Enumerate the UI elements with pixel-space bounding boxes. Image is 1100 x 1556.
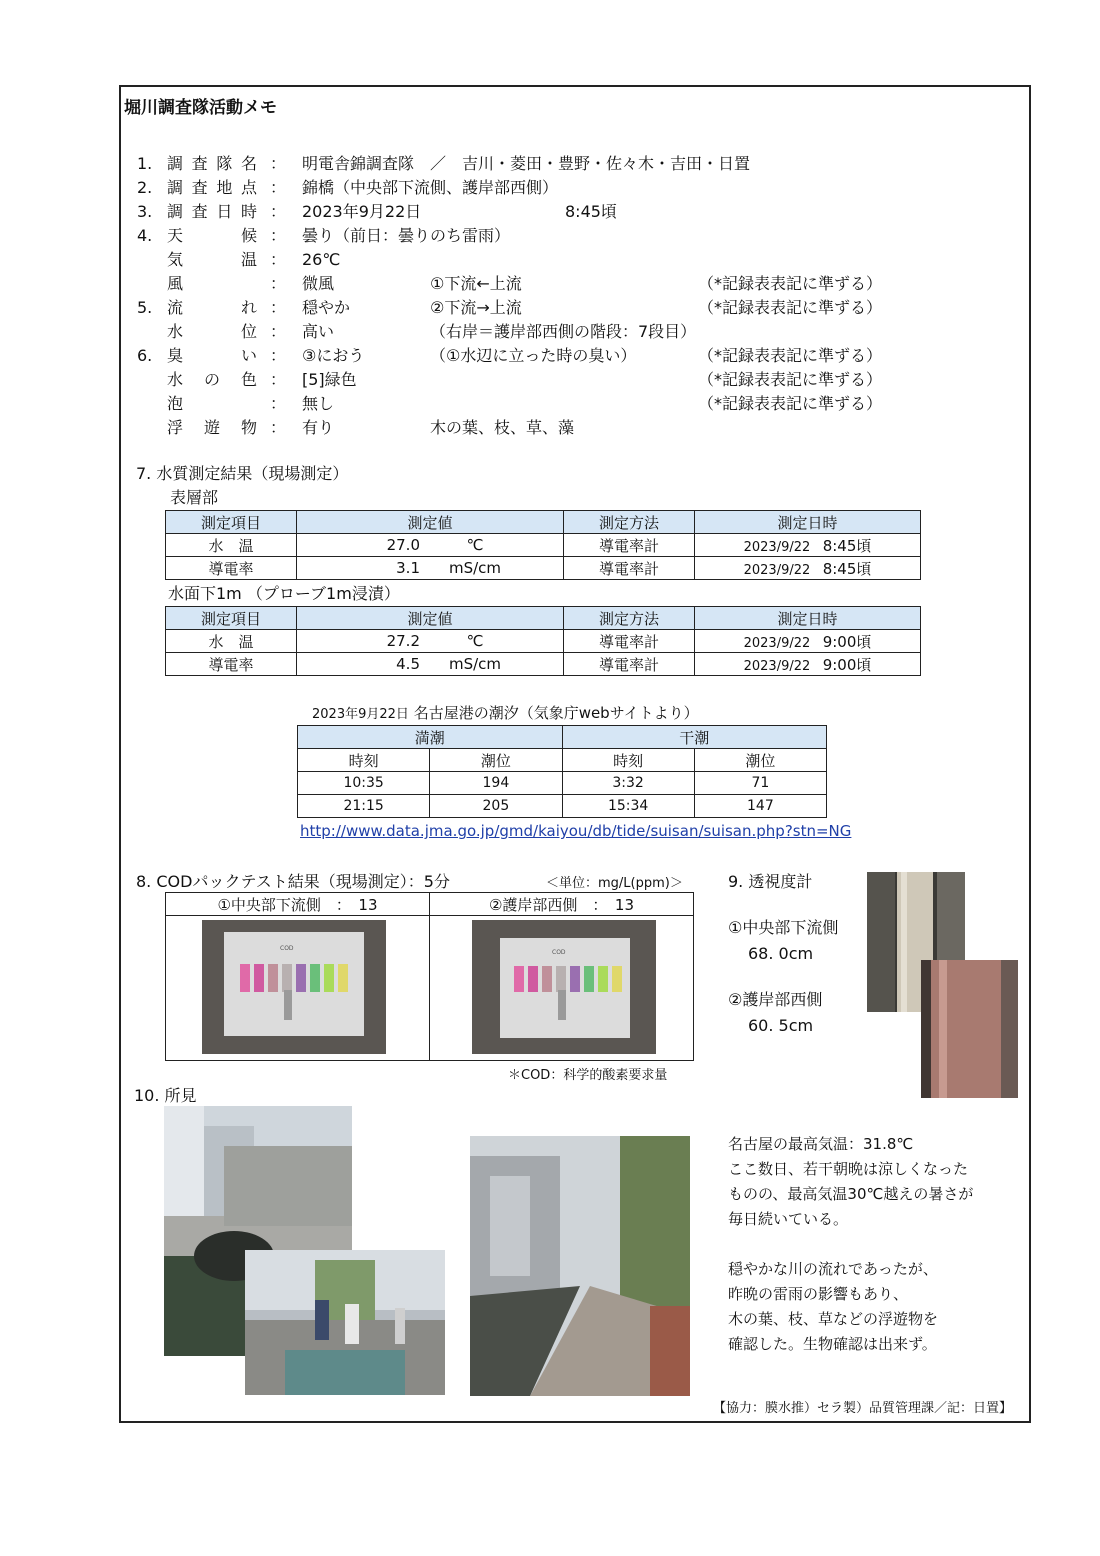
section10-heading: 10. 所見 bbox=[134, 1086, 197, 1105]
item-extra: （右岸＝護岸部西側の階段：7段目） bbox=[430, 322, 697, 341]
transparency-p1-label: ①中央部下流側 bbox=[728, 918, 839, 937]
item-colon: ： bbox=[270, 154, 287, 173]
value-unit: mS/cm bbox=[448, 559, 502, 577]
transparency-photo-2 bbox=[921, 960, 1018, 1098]
item-num: 3. bbox=[137, 202, 153, 221]
item-colon: ： bbox=[270, 346, 287, 365]
th-low-tide: 干潮 bbox=[562, 726, 827, 749]
table-row bbox=[166, 534, 921, 557]
cell-value bbox=[297, 653, 564, 676]
item-value: [5]緑色 bbox=[302, 370, 357, 389]
table-row bbox=[298, 795, 827, 818]
date-text: 2023/9/22 bbox=[743, 658, 811, 674]
item-colon: ： bbox=[270, 370, 287, 389]
item-num: 2. bbox=[137, 178, 153, 197]
item-colon: ： bbox=[270, 322, 287, 341]
cell-method: 導電率計 bbox=[564, 630, 695, 653]
cod-photo-2 bbox=[472, 920, 656, 1054]
item-num: 6. bbox=[137, 346, 153, 365]
depth-label: 水面下1m （プローブ1m浸漬） bbox=[168, 584, 400, 603]
th-item: 測定項目 bbox=[166, 511, 297, 534]
cod-card-label: COD bbox=[552, 949, 566, 956]
item-label: 水 位 bbox=[167, 322, 257, 341]
cell: 194 bbox=[430, 772, 562, 795]
item-value: 高い bbox=[302, 322, 335, 341]
cod-col2-label: ②護岸部西側 ： 13 bbox=[488, 896, 635, 914]
item-label: 泡 bbox=[167, 394, 184, 413]
section8-heading: 8. CODパックテスト結果（現場測定）：5分 bbox=[136, 872, 450, 891]
cell: 147 bbox=[694, 795, 826, 818]
th-date: 測定日時 bbox=[695, 607, 921, 630]
cell-item: 水 温 bbox=[166, 630, 297, 653]
cell: 3:32 bbox=[562, 772, 694, 795]
credit-line: 【協力：膜水推）セラ製）品質管理課／記：日置】 bbox=[713, 1401, 1013, 1416]
th-item: 測定項目 bbox=[166, 607, 297, 630]
transparency-p2-label: ②護岸部西側 bbox=[728, 990, 823, 1009]
item-label: 調査隊名 bbox=[167, 154, 257, 173]
item-extra: 木の葉、枝、草、藻 bbox=[430, 418, 575, 437]
section7-heading: 7. 水質測定結果（現場測定） bbox=[136, 464, 349, 483]
value-number: 27.0 bbox=[386, 536, 420, 554]
item-label: 気 温 bbox=[167, 250, 257, 269]
cell-value bbox=[297, 557, 564, 580]
th-level: 潮位 bbox=[430, 749, 562, 772]
item-label: 浮 遊 物 bbox=[167, 418, 257, 437]
time-text: 9:00頃 bbox=[822, 632, 872, 651]
th-method: 測定方法 bbox=[564, 607, 695, 630]
date-text: 2023/9/22 bbox=[743, 539, 811, 555]
cell-method: 導電率計 bbox=[564, 534, 695, 557]
item-value: 2023年9月22日 bbox=[302, 202, 422, 221]
section9-heading: 9. 透視度計 bbox=[728, 872, 813, 891]
th-date: 測定日時 bbox=[695, 511, 921, 534]
item-num: 5. bbox=[137, 298, 153, 317]
item-colon: ： bbox=[270, 418, 287, 437]
item-note: （*記録表表記に準ずる） bbox=[698, 346, 883, 365]
findings-line: 木の葉、枝、草などの浮遊物を bbox=[728, 1310, 939, 1328]
jma-tide-link[interactable]: http://www.data.jma.go.jp/gmd/kaiyou/db/tide/suisan/suisan.php?stn=NG bbox=[300, 822, 852, 840]
table-row bbox=[298, 772, 827, 795]
surface-table bbox=[165, 510, 921, 580]
riverside-path-photo bbox=[470, 1136, 690, 1396]
findings-line: ここ数日、若干朝晩は涼しくなった bbox=[728, 1160, 969, 1178]
th-time: 時刻 bbox=[562, 749, 694, 772]
th-method: 測定方法 bbox=[564, 511, 695, 534]
th-level: 潮位 bbox=[694, 749, 826, 772]
item-label: 調査日時 bbox=[167, 202, 257, 221]
cod-photo-1 bbox=[202, 920, 386, 1054]
item-extra: 8:45頃 bbox=[565, 202, 617, 221]
cell-date bbox=[695, 630, 921, 653]
cell-date bbox=[695, 557, 921, 580]
tide-title: 名古屋港の潮汐（気象庁webサイトより） bbox=[413, 704, 699, 722]
cell-item: 導電率 bbox=[166, 557, 297, 580]
item-colon: ： bbox=[270, 202, 287, 221]
item-extra: ②下流→上流 bbox=[430, 298, 522, 317]
date-text: 2023/9/22 bbox=[743, 562, 811, 578]
table-row bbox=[166, 653, 921, 676]
item-colon: ： bbox=[270, 298, 287, 317]
cod-card-label: COD bbox=[280, 945, 294, 952]
transparency-p2-value: 60. 5cm bbox=[748, 1016, 814, 1035]
cell: 10:35 bbox=[298, 772, 430, 795]
findings-line: 名古屋の最高気温：31.8℃ bbox=[728, 1135, 914, 1153]
findings-line: 穏やかな川の流れであったが、 bbox=[728, 1260, 938, 1278]
cell: 15:34 bbox=[562, 795, 694, 818]
cell-item: 水 温 bbox=[166, 534, 297, 557]
item-value: 穏やか bbox=[302, 298, 351, 317]
value-unit: mS/cm bbox=[448, 655, 502, 673]
item-value: ③におう bbox=[302, 346, 365, 365]
item-colon: ： bbox=[270, 274, 287, 293]
cod-col1-label: ①中央部下流側 ： 13 bbox=[217, 896, 378, 914]
surface-label: 表層部 bbox=[170, 488, 219, 507]
findings-text bbox=[728, 1132, 973, 1357]
item-value: 微風 bbox=[302, 274, 335, 293]
survey-team-photo bbox=[245, 1250, 445, 1395]
item-label: 臭 い bbox=[167, 346, 257, 365]
cell-value bbox=[297, 534, 564, 557]
th-time: 時刻 bbox=[298, 749, 430, 772]
cod-unit: ＜単位：mg/L(ppm)＞ bbox=[546, 876, 683, 891]
value-number: 3.1 bbox=[396, 559, 420, 577]
findings-line bbox=[728, 1232, 973, 1257]
page-title: 堀川調査隊活動メモ bbox=[124, 98, 277, 118]
item-label: 調査地点 bbox=[167, 178, 257, 197]
cell-value bbox=[297, 630, 564, 653]
item-value: 明電舎錦調査隊 ／ 吉川・菱田・豊野・佐々木・吉田・日置 bbox=[302, 154, 751, 173]
tide-heading bbox=[312, 702, 699, 723]
cell: 71 bbox=[694, 772, 826, 795]
transparency-p1-value: 68. 0cm bbox=[748, 944, 814, 963]
item-num: 1. bbox=[137, 154, 153, 173]
cod-footnote: ＊COD：科学的酸素要求量 bbox=[508, 1068, 668, 1083]
findings-line: ものの、最高気温30℃越えの暑さが bbox=[728, 1185, 974, 1203]
th-value: 測定値 bbox=[297, 511, 564, 534]
date-text: 2023/9/22 bbox=[743, 635, 811, 651]
item-note: （*記録表表記に準ずる） bbox=[698, 298, 883, 317]
value-number: 27.2 bbox=[386, 632, 420, 650]
item-note: （*記録表表記に準ずる） bbox=[698, 394, 883, 413]
item-note: （*記録表表記に準ずる） bbox=[698, 370, 883, 389]
th-high-tide: 満潮 bbox=[298, 726, 563, 749]
th-value: 測定値 bbox=[297, 607, 564, 630]
item-label: 天 候 bbox=[167, 226, 257, 245]
table-row bbox=[166, 630, 921, 653]
cell-method: 導電率計 bbox=[564, 557, 695, 580]
findings-line: 昨晩の雷雨の影響もあり、 bbox=[728, 1285, 909, 1303]
time-text: 8:45頃 bbox=[822, 536, 872, 555]
findings-line: 毎日続いている。 bbox=[728, 1210, 849, 1228]
cell-date bbox=[695, 653, 921, 676]
item-label: 風 bbox=[167, 274, 184, 293]
cod-divider bbox=[429, 893, 430, 1060]
cell-date bbox=[695, 534, 921, 557]
item-value: 有り bbox=[302, 418, 335, 437]
value-unit: ℃ bbox=[466, 632, 484, 650]
cell-method: 導電率計 bbox=[564, 653, 695, 676]
table-row bbox=[166, 557, 921, 580]
item-colon: ： bbox=[270, 178, 287, 197]
value-unit: ℃ bbox=[466, 536, 484, 554]
findings-line: 確認した。生物確認は出来ず。 bbox=[728, 1335, 937, 1353]
cell: 21:15 bbox=[298, 795, 430, 818]
value-number: 4.5 bbox=[396, 655, 420, 673]
item-value: 無し bbox=[302, 394, 335, 413]
item-colon: ： bbox=[270, 250, 287, 269]
tide-table bbox=[297, 725, 827, 818]
item-value: 26℃ bbox=[302, 250, 341, 269]
item-value: 錦橋（中央部下流側、護岸部西側） bbox=[302, 178, 559, 197]
item-note: （*記録表表記に準ずる） bbox=[698, 274, 883, 293]
cell-item: 導電率 bbox=[166, 653, 297, 676]
item-value: 曇り（前日：曇りのち雷雨） bbox=[302, 226, 511, 245]
item-label: 水 の 色 bbox=[167, 370, 257, 389]
item-extra: （①水辺に立った時の臭い） bbox=[430, 346, 637, 365]
cod-box bbox=[165, 892, 694, 1061]
item-colon: ： bbox=[270, 226, 287, 245]
item-extra: ①下流←上流 bbox=[430, 274, 522, 293]
time-text: 8:45頃 bbox=[822, 559, 872, 578]
item-label: 流 れ bbox=[167, 298, 257, 317]
time-text: 9:00頃 bbox=[822, 655, 872, 674]
depth-table bbox=[165, 606, 921, 676]
item-colon: ： bbox=[270, 394, 287, 413]
item-num: 4. bbox=[137, 226, 153, 245]
cell: 205 bbox=[430, 795, 562, 818]
tide-date: 2023年9月22日 bbox=[312, 707, 409, 722]
cod-header-line bbox=[166, 915, 693, 916]
